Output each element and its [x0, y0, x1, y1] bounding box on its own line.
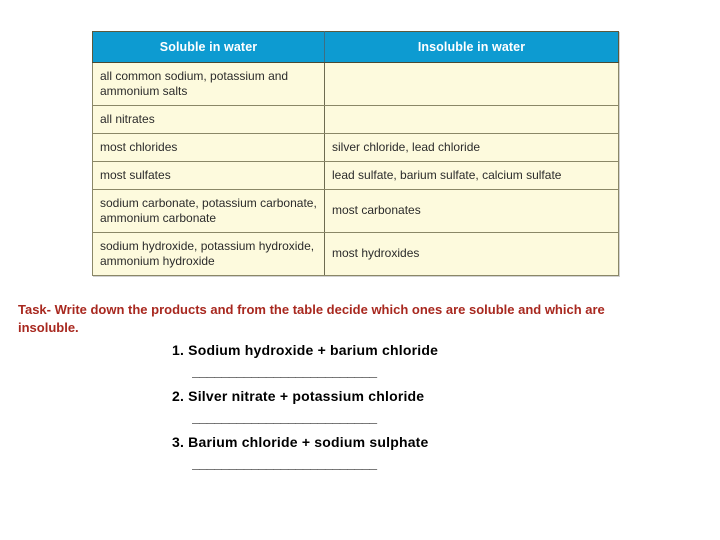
list-item	[172, 340, 592, 382]
cell-insoluble: most hydroxides	[325, 233, 619, 276]
answer-line[interactable]: _________________________	[192, 455, 377, 471]
table-row	[93, 190, 619, 233]
list-item	[172, 432, 592, 474]
question-label: 2. Silver nitrate + potassium chloride	[172, 388, 425, 404]
cell-insoluble	[325, 63, 619, 106]
answer-line[interactable]: _________________________	[192, 409, 377, 425]
cell-insoluble: lead sulfate, barium sulfate, calcium sulfate	[325, 162, 619, 190]
cell-soluble: sodium hydroxide, potassium hydroxide, ammonium hydroxide	[93, 233, 325, 276]
question-list	[172, 340, 592, 478]
solubility-table	[92, 31, 619, 276]
column-header-soluble: Soluble in water	[93, 32, 325, 63]
table-row	[93, 134, 619, 162]
question-label: 1. Sodium hydroxide + barium chloride	[172, 342, 439, 358]
table-row	[93, 233, 619, 276]
cell-soluble: all common sodium, potassium and ammonium salts	[93, 63, 325, 106]
question-label: 3. Barium chloride + sodium sulphate	[172, 434, 429, 450]
cell-soluble: all nitrates	[93, 106, 325, 134]
answer-line[interactable]: _________________________	[192, 363, 377, 379]
task-instruction: Task- Write down the products and from the table decide which ones are soluble and which are insoluble.	[18, 302, 605, 335]
cell-insoluble	[325, 106, 619, 134]
list-item	[172, 386, 592, 428]
column-header-insoluble: Insoluble in water	[325, 32, 619, 63]
table-header-row	[93, 32, 619, 63]
table-row	[93, 63, 619, 106]
table-row	[93, 162, 619, 190]
cell-soluble: most sulfates	[93, 162, 325, 190]
cell-insoluble: most carbonates	[325, 190, 619, 233]
table-row	[93, 106, 619, 134]
cell-insoluble: silver chloride, lead chloride	[325, 134, 619, 162]
cell-soluble: most chlorides	[93, 134, 325, 162]
cell-soluble: sodium carbonate, potassium carbonate, ammonium carbonate	[93, 190, 325, 233]
